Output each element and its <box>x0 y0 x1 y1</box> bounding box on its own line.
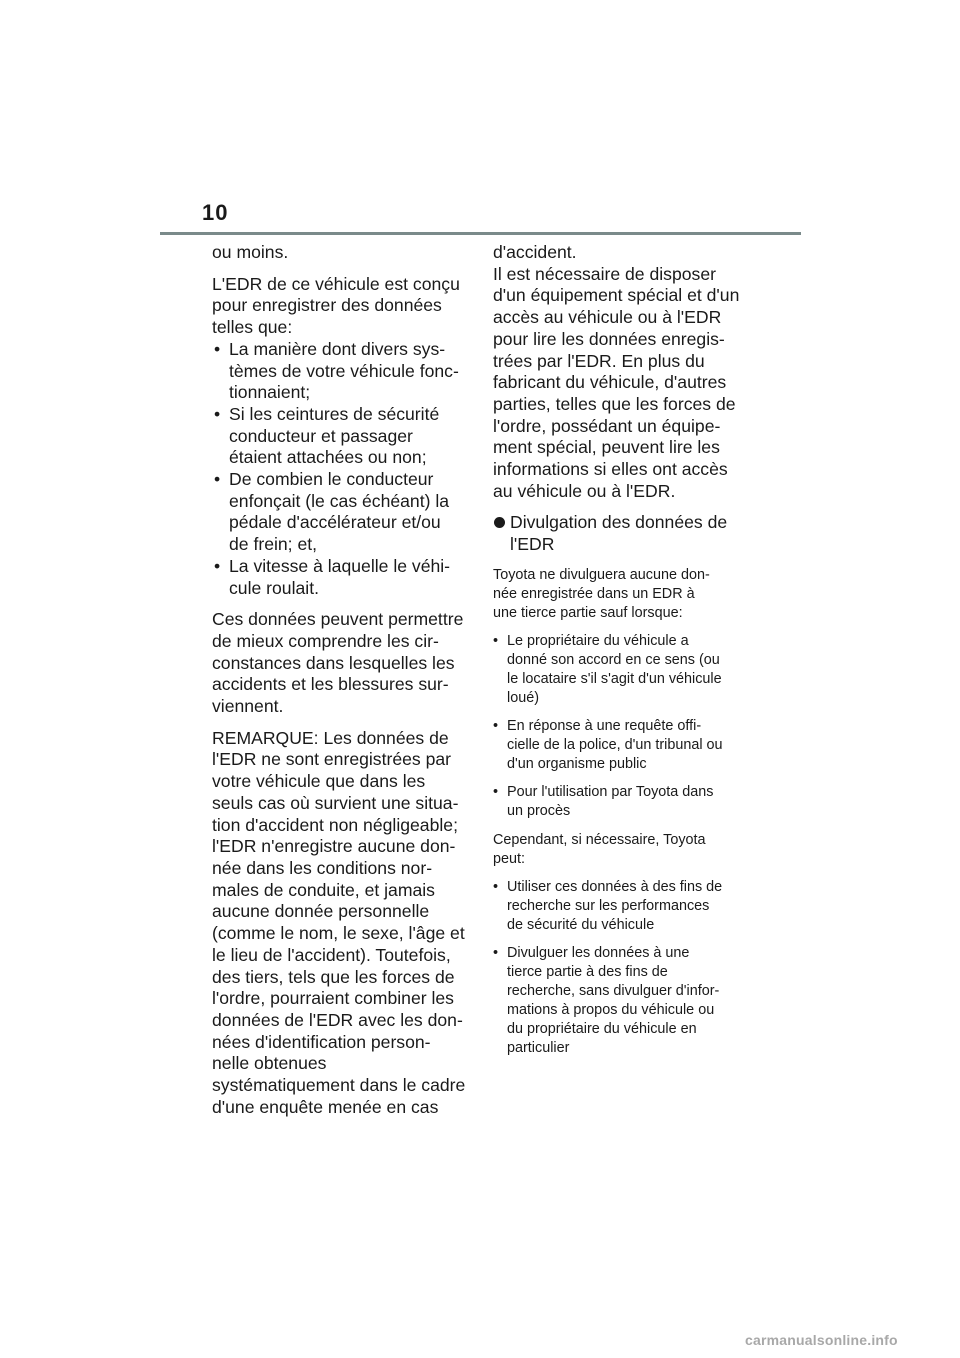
text-line: Si les ceintures de sécurité <box>229 403 440 424</box>
text-line: accès au véhicule ou à l'EDR <box>493 307 722 328</box>
text-line: En réponse à une requête offi- <box>507 717 702 734</box>
text-line: l'EDR <box>510 534 555 555</box>
text-line: Divulgation des données de <box>510 512 728 533</box>
text-line: constances dans lesquelles les <box>212 652 455 673</box>
text-line: données de l'EDR avec les don- <box>212 1009 463 1030</box>
text-line: un procès <box>507 802 571 819</box>
text-line: d'un organisme public <box>507 755 647 772</box>
paragraph-disclosure <box>493 566 753 623</box>
text-line: de sécurité du véhicule <box>507 916 655 933</box>
text-line: des tiers, tels que les forces de <box>212 966 455 987</box>
bullet-icon: • <box>493 632 499 649</box>
text-line: recherche, sans divulguer d'infor- <box>507 982 720 999</box>
text-line: trées par l'EDR. En plus du <box>493 350 705 371</box>
text-line: De combien le conducteur <box>229 469 434 490</box>
paragraph-edr-records <box>212 274 468 339</box>
text-line: males de conduite, et jamais <box>212 879 435 900</box>
list-item <box>493 717 753 774</box>
text-line: (comme le nom, le sexe, l'âge et <box>212 923 465 944</box>
text-line: pédale d'accélérateur et/ou <box>229 512 441 533</box>
text-line: viennent. <box>212 696 284 717</box>
disclosure-list <box>493 632 753 821</box>
text-line: Ces données peuvent permettre <box>212 609 464 630</box>
list-item <box>212 469 468 556</box>
text-line: tion d'accident non négligeable; <box>212 814 458 835</box>
text-line: L'EDR de ce véhicule est conçu <box>212 273 460 294</box>
paragraph-intro <box>212 242 468 264</box>
watermark-logo: carmanualsonline.info <box>745 1332 898 1348</box>
text-line: seuls cas où survient une situa- <box>212 792 459 813</box>
usage-list <box>493 878 753 1058</box>
header-rule <box>160 232 801 235</box>
list-item <box>493 878 753 935</box>
text-line: loué) <box>507 689 539 706</box>
text-line: le locataire s'il s'agit d'un véhicule <box>507 670 722 687</box>
bullet-icon: • <box>214 469 221 490</box>
text-line: d'une enquête menée en cas <box>212 1096 439 1117</box>
text-line: tierce partie à des fins de <box>507 963 668 980</box>
text-line: cielle de la police, d'un tribunal ou <box>507 736 723 753</box>
text-line: l'ordre, possédant un équipe- <box>493 415 721 436</box>
text-line: conducteur et passager <box>229 425 413 446</box>
text-line: donné son accord en ce sens (ou <box>507 651 720 668</box>
paragraph-remarque <box>212 728 468 1119</box>
text-line: née dans les conditions nor- <box>212 857 433 878</box>
text-line: nelle obtenues <box>212 1053 327 1074</box>
list-item <box>493 632 753 708</box>
text-line: Utiliser ces données à des fins de <box>507 878 723 895</box>
list-item <box>212 556 468 599</box>
text-line: nées d'identification person- <box>212 1031 431 1052</box>
text-line: accidents et les blessures sur- <box>212 674 449 695</box>
text-line: au véhicule ou à l'EDR. <box>493 480 676 501</box>
text-line: ment spécial, peuvent lire les <box>493 437 720 458</box>
section-heading <box>493 512 753 555</box>
list-item <box>212 339 468 404</box>
bullet-icon: • <box>493 783 499 800</box>
text-line: ou moins. <box>212 242 289 262</box>
text-line: de mieux comprendre les cir- <box>212 630 439 651</box>
bullet-icon: • <box>214 403 221 424</box>
text-line: cule roulait. <box>229 577 319 598</box>
page-number: 10 <box>202 200 229 225</box>
text-line: l'EDR ne sont enregistrées par <box>212 749 452 770</box>
text-line: Toyota ne divulguera aucune don- <box>493 566 710 583</box>
text-line: le lieu de l'accident). Toutefois, <box>212 944 451 965</box>
text-line: Divulguer les données à une <box>507 944 690 961</box>
text-line: parties, telles que les forces de <box>493 393 736 414</box>
text-line: informations si elles ont accès <box>493 459 728 480</box>
bullet-icon: • <box>214 555 221 576</box>
left-column <box>212 242 468 1118</box>
text-line: La vitesse à laquelle le véhi- <box>229 555 451 576</box>
list-item <box>212 404 468 469</box>
text-line: particulier <box>507 1039 570 1056</box>
list-item <box>493 783 753 821</box>
text-line: née enregistrée dans un EDR à <box>493 585 695 602</box>
text-line: Il est nécessaire de disposer <box>493 263 716 284</box>
text-line: étaient attachées ou non; <box>229 447 427 468</box>
text-line: peut: <box>493 850 526 867</box>
text-line: pour lire les données enregis- <box>493 328 725 349</box>
bullet-icon: • <box>493 944 499 961</box>
text-line: La manière dont divers sys- <box>229 338 446 359</box>
bullet-icon: • <box>493 878 499 895</box>
text-line: d'accident. <box>493 242 577 262</box>
paragraph-understanding <box>212 609 468 718</box>
text-line: d'un équipement spécial et d'un <box>493 285 740 306</box>
text-line: Cependant, si nécessaire, Toyota <box>493 831 706 848</box>
text-line: recherche sur les performances <box>507 897 710 914</box>
text-line: une tierce partie sauf lorsque: <box>493 604 683 621</box>
text-line: enfonçait (le cas échéant) la <box>229 490 450 511</box>
text-line: de frein; et, <box>229 534 318 555</box>
text-line: aucune donnée personnelle <box>212 901 430 922</box>
bullet-icon: • <box>214 338 221 359</box>
text-line: Le propriétaire du véhicule a <box>507 632 689 649</box>
text-line: pour enregistrer des données <box>212 295 442 316</box>
text-line: votre véhicule que dans les <box>212 771 426 792</box>
bullet-circle-icon <box>494 517 505 528</box>
text-line: mations à propos du véhicule ou <box>507 1001 715 1018</box>
text-line: REMARQUE: Les données de <box>212 727 449 748</box>
bullet-icon: • <box>493 717 499 734</box>
text-line: telles que: <box>212 317 293 338</box>
small-text-block <box>493 566 753 1058</box>
list-item <box>493 944 753 1058</box>
paragraph-reading-edr <box>493 242 753 502</box>
text-line: du propriétaire du véhicule en <box>507 1020 697 1037</box>
right-column <box>493 242 753 1058</box>
text-line: l'ordre, pourraient combiner les <box>212 988 454 1009</box>
text-line: systématiquement dans le cadre <box>212 1075 466 1096</box>
text-line: tèmes de votre véhicule fonc- <box>229 360 459 381</box>
text-line: tionnaient; <box>229 382 311 403</box>
paragraph-cependant <box>493 831 753 869</box>
text-line: fabricant du véhicule, d'autres <box>493 372 727 393</box>
text-line: Pour l'utilisation par Toyota dans <box>507 783 714 800</box>
text-line: l'EDR n'enregistre aucune don- <box>212 836 456 857</box>
